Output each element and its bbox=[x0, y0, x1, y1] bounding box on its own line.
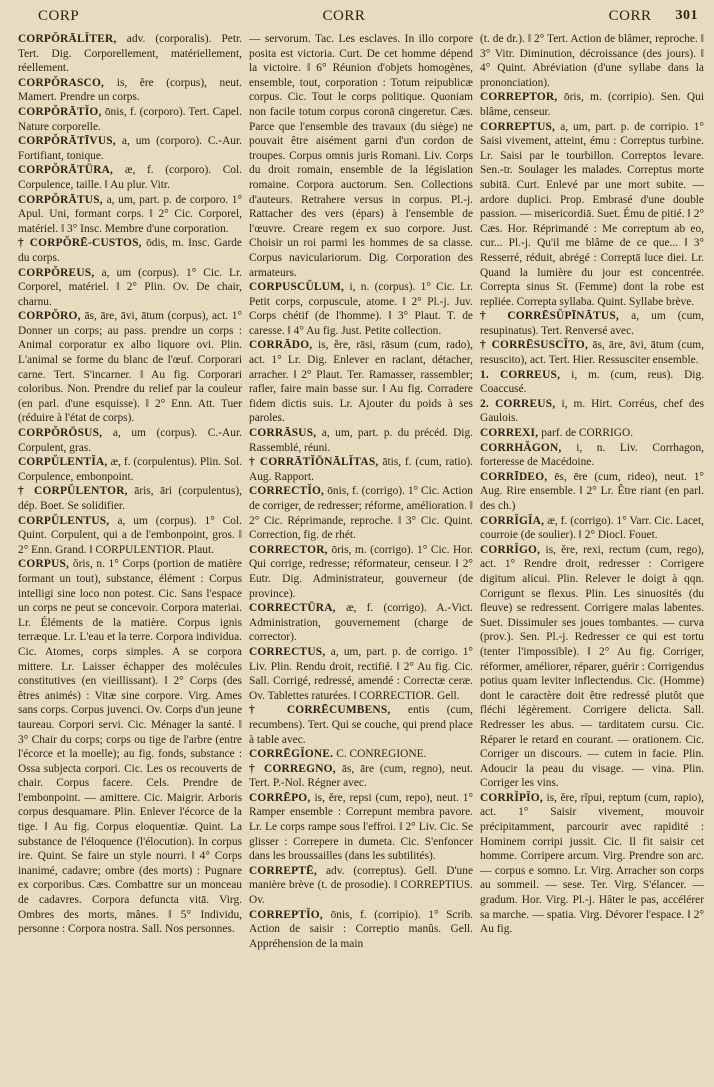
entry-headword: CORREXI, bbox=[480, 427, 542, 440]
entry-definition: adv. (correptus). Gell. D'une manière brève (t. de prosodie). ‖ CORREPTIUS. Ov. bbox=[249, 864, 473, 907]
entry-headword: CORRECTOR, bbox=[249, 543, 332, 556]
entry-headword: † CORPŎRĒ-CUSTOS, bbox=[18, 237, 147, 250]
dictionary-entry bbox=[18, 309, 242, 426]
dictionary-entry bbox=[480, 514, 704, 543]
entry-definition: is, ĕre (corpus), neut. Mamert. Prendre un corps. bbox=[18, 76, 242, 104]
dictionary-entry bbox=[18, 236, 242, 265]
entry-definition: ōris, m. (corrigo). 1° Cic. Hor. Qui corrige, redresse; réformateur, censeur. ‖ 2° Eutr. Dig. Administrateur, gouverneur (de province). bbox=[249, 543, 473, 600]
entry-headword: CORREPTOR, bbox=[480, 91, 564, 104]
entry-headword: † CORRĒSUSCĬTO, bbox=[480, 339, 593, 352]
dictionary-entry bbox=[480, 90, 704, 119]
dictionary-entry bbox=[18, 193, 242, 237]
running-header bbox=[18, 8, 704, 32]
entry-definition: ās, āre, āvi, ātum (corpus), act. 1° Donner un corps; au pass. prendre un corps : Animal corporatur ex albo liquore ovi. Plin. L'animal se forme du blanc de l'œuf. Corporari carne. Tert. S'incarner. ‖ Au fig. Corporari coloribus. Non. Prendre du relief par la couleur (en parl. d'une esquisse). ‖ 2° Enn. Att. Tuer (réduire à l'état de corps). bbox=[18, 310, 242, 425]
entry-definition: ās, āre (cum, regno), neut. Tert. P.-Nol. Régner avec. bbox=[249, 762, 473, 790]
dictionary-entry bbox=[249, 455, 473, 484]
entry-definition: a, um (corporo). C.-Aur. Fortifiant, tonique. bbox=[18, 135, 242, 162]
entry-headword: CORREPTĒ, bbox=[249, 864, 326, 877]
header-left: CORP bbox=[38, 8, 80, 24]
entry-headword: CORPŎRĀTĪVUS, bbox=[18, 135, 122, 148]
entry-definition: i, m. Hirt. Corréus, chef des Gaulois. bbox=[480, 397, 704, 425]
dictionary-entry bbox=[249, 747, 473, 762]
entry-definition: ōris, m. (corripio). Sen. Qui blâme, censeur. bbox=[480, 91, 704, 118]
dictionary-entry bbox=[18, 455, 242, 484]
entry-headword: † CORRĀTĬŌNĀLĬTAS, bbox=[249, 456, 383, 469]
entry-definition: a, um (corpus). 1° Col. Quint. Corpulent, qui a de l'embonpoint, gros. ‖ 2° Enn. Grand. ‖ CORPULENTIOR. Plaut. bbox=[18, 514, 242, 556]
column-2 bbox=[249, 32, 473, 1082]
header-right: CORR bbox=[608, 8, 652, 24]
dictionary-entry bbox=[480, 426, 704, 441]
dictionary-entry bbox=[18, 557, 242, 936]
entry-definition: ōdis, m. Insc. Garde du corps. bbox=[18, 237, 242, 264]
entry-definition: i, n. Liv. Corrhagon, forteresse de Macédoine. bbox=[480, 441, 704, 469]
dictionary-entry bbox=[18, 484, 242, 513]
entry-headword: CORRĪDEO, bbox=[480, 470, 555, 483]
entry-definition: æ, f. (corporo). Col. Corpulence, taille. ‖ Au plur. Vitr. bbox=[18, 164, 242, 191]
entry-headword: CORPŬLENTUS, bbox=[18, 514, 118, 527]
dictionary-entry bbox=[18, 163, 242, 192]
entry-definition: i, n. (corpus). 1° Cic. Lr. Petit corps, corpuscule, atome. ‖ 2° Pl.-j. Juv. Corps chétif (de l'homme). ‖ 3° Plaut. T. de caresse. ‖ 4° Au fig. Just. Petite collection. bbox=[249, 281, 473, 337]
dictionary-entry bbox=[249, 32, 473, 280]
dictionary-entry bbox=[18, 266, 242, 310]
dictionary-entry bbox=[480, 543, 704, 791]
entry-headword: CORRECTĬO, bbox=[249, 485, 328, 498]
entry-headword: CORPŬLENTĬA, bbox=[18, 456, 111, 469]
entry-definition: æ, f. (corrigo). A.-Vict. Administration, gouvernement (charge de corrector). bbox=[249, 602, 473, 644]
entry-definition: is, ĕre, rexi, rectum (cum, rego), act. 1° Rendre droit, redresser : Corrigere digitum alicui. Plin. Relever le doigt à qqn. Corrigunt se flexus. Plin. Les sinuosités (du fleuve) se redressent. Corrigere malas labentes. Suet. Dissimuler ses joues tombantes. — curva (prov.). Sen. Pl.-j. Redresser ce qui est tortu (tenter l'impossible). ‖ 2° Au fig. Corriger, réformer, améliorer, réparer, guérir : Corrigendus potius quam leviter inflectendus. Cic. (Homme) dont le caractère doit être redressé plutôt que fléchi légèrement. Corrigere delicta. Sall. Redresser les abus. — tarditatem cursu. Cic. Réparer le retard en courant. — orationem. Cic. Corriger un discours. — cutem in facie. Plin. Adoucir la peau du visage. — vina. Plin. Corriger les vins. bbox=[480, 543, 704, 790]
entry-headword: CORRĀSUS, bbox=[249, 427, 322, 440]
entry-headword: CORRĬGĬA, bbox=[480, 514, 548, 527]
entry-definition: a, um (corpus). C.-Aur. Corpulent, gras. bbox=[18, 427, 242, 454]
entry-definition: a, um (cum, resupinatus). Tert. Renversé avec. bbox=[480, 310, 704, 337]
entry-headword: CORRĀDO, bbox=[249, 339, 319, 352]
entry-headword: CORREPTUS, bbox=[480, 120, 561, 133]
dictionary-entry bbox=[18, 76, 242, 105]
entry-headword: CORPUSCŬLUM, bbox=[249, 281, 350, 294]
dictionary-entry bbox=[18, 514, 242, 558]
entry-headword: CORRHĂGON, bbox=[480, 441, 577, 454]
entry-definition: ōnis, f. (corrigo). 1° Cic. Action de corriger, de redresser; réforme, amélioration. ‖ 2° Cic. Réprimande, reproche. ‖ 3° Cic. Quint. Correction, fig. de rhét. bbox=[249, 485, 473, 542]
entry-definition: entis (cum, recumbens). Tert. Qui se couche, qui prend place à table avec. bbox=[249, 704, 473, 746]
dictionary-entry bbox=[249, 908, 473, 952]
entry-definition: āris, āri (corpulentus), dép. Boet. Se solidifier. bbox=[18, 485, 242, 512]
entry-definition: ōnis, f. (corripio). 1° Scrib. Action de saisir : Correptio manûs. Gell. Appréhension de la main bbox=[249, 908, 473, 950]
dictionary-entry bbox=[18, 105, 242, 134]
dictionary-entry bbox=[480, 368, 704, 397]
entry-headword: CORPŎRŌSUS, bbox=[18, 427, 113, 440]
entry-headword: CORRĒPO, bbox=[249, 791, 315, 804]
entry-definition: i, m. (cum, reus). Dig. Coaccusé. bbox=[480, 368, 704, 396]
entry-definition: a, um, part. p. du précéd. Dig. Rassemblé, réuni. bbox=[249, 427, 473, 454]
entry-headword: † CORPŬLENTOR, bbox=[18, 485, 135, 498]
entry-definition: a, um, part. p. de corrigo. 1° Liv. Plin. Rendu droit, rectifié. ‖ 2° Au fig. Cic. Sall. Corrigé, redressé, amendé : Correctæ ceræ. Ov. Tablettes raturées. ‖ CORRECTIOR. Gell. bbox=[249, 645, 473, 702]
dictionary-entry bbox=[249, 280, 473, 338]
entry-headword: CORREPTĬO, bbox=[249, 908, 331, 921]
entry-headword: CORPŎRASCO, bbox=[18, 76, 117, 89]
entry-definition: C. CONREGIONE. bbox=[336, 748, 427, 761]
entry-definition: is, ĕre, rĭpui, reptum (cum, rapio), act. 1° Saisir vivement, mouvoir précipitamment, parcourir avec rapidité : Hominem corripi jussit. Cic. Il fit saisir cet homme. Corripere arcum. Virg. Prendre son arc. — corpus e somno. Lr. Virg. Arracher son corps au sommeil. — sese. Ter. Virg. S'élancer. — gradum. Hor. Virg. Pl.-j. Hâter le pas, accélérer sa marche. — spatia. Virg. Dévorer l'espace. ‖ 2° Au fig. bbox=[480, 791, 704, 936]
entry-definition: is, ĕre, repsi (cum, repo), neut. 1° Ramper ensemble : Correpunt membra pavore. Lr. Le corps rampe sous l'effroi. ‖ 2° Liv. Cic. Se glisser : Correpere in dumeta. Cic. S'enfoncer dans les broussailles (dans les subtilités). bbox=[249, 791, 473, 863]
entry-definition: a, um (corpus). 1° Cic. Lr. Corporel, matériel. ‖ 2° Plin. Ov. De chair, charnu. bbox=[18, 266, 242, 308]
entry-definition: is, ĕre, rāsi, rāsum (cum, rado), act. 1° Lr. Dig. Enlever en raclant, détacher, arracher. ‖ 2° Plaut. Ter. Ramasser, rassembler; rafler, faire main basse sur. ‖ Au fig. Corradere fidem dictis suis. Lr. Ajouter du poids à ses paroles. bbox=[249, 339, 473, 425]
text-columns bbox=[18, 32, 704, 1082]
dictionary-entry bbox=[480, 338, 704, 367]
entry-definition: a, um, part. p. de corripio. 1° Saisi vivement, atteint, ému : Correptus turbine. Lr. Saisi par le tourbillon. Correptos levare. Sen.-tr. Soulager les malades. Correptus morte subitā. Curt. Enlevé par une mort subite. — ardore duplici. Prop. Embrasé d'une double passion. — misericordiā. Suet. Ému de pitié. ‖ 2° Cæs. Hor. Réprimandé : Me correptum ab eo, cur... Pl.-j. Qu'il me blâme de ce que... ‖ 3° Resserré, réduit, abrégé : Correptā luce diei. Lr. Quand la lumière du jour est concentrée. Correpta sinus St. (Femme) dont la robe est repliée. Correpta syllaba. Quint. Syllabe brève. bbox=[480, 120, 704, 308]
entry-headword: CORRĬPĬO, bbox=[480, 791, 547, 804]
dictionary-entry bbox=[249, 791, 473, 864]
page-number: 301 bbox=[675, 8, 698, 23]
dictionary-entry bbox=[480, 470, 704, 514]
entry-definition: æ, f. (corpulentus). Plin. Sol. Corpulence, embonpoint. bbox=[18, 456, 242, 483]
entry-headword: CORPŎRO, bbox=[18, 310, 85, 323]
dictionary-entry bbox=[480, 309, 704, 338]
dictionary-entry bbox=[249, 338, 473, 426]
entry-headword: CORPŎRĀTĬO, bbox=[18, 105, 105, 118]
entry-headword: CORPŎRĀLĬTER, bbox=[18, 33, 127, 45]
dictionary-entry bbox=[249, 645, 473, 703]
entry-definition: (t. de dr.). ‖ 2° Tert. Action de blâmer, reproche. ‖ 3° Vitr. Diminution, décroissance (des jours). ‖ 4° Quint. Abréviation (d'une syllabe dans la prononciation). bbox=[480, 33, 704, 89]
entry-headword: 1. CORREUS, bbox=[480, 368, 572, 381]
dictionary-entry bbox=[18, 32, 242, 76]
dictionary-entry bbox=[480, 120, 704, 310]
entry-definition: ās, āre, āvi, ātum (cum, resuscito), act. Tert. Hier. Ressusciter ensemble. bbox=[480, 339, 704, 367]
entry-headword: † CORRĒCUMBENS, bbox=[249, 704, 408, 717]
entry-definition: ŏris, n. 1° Corps (portion de matière formant un tout), substance, élément : Corpus intelligi sine loco non potest. Cic. Sans l'espace un corps ne peut se concevoir. Corpora materiai. Lr. Éléments de la matière. Corpus ignis terræque. Lr. L'eau et la terre. Corpora individua. Cic. Atomes, corps simples. A se corpora mittere. Lr. Laisser échapper des molécules constitutives (en vieillissant). ‖ 2° Corps (des êtres animés) : Vitæ sine corpore. Virg. Ames sans corps. Corpus juvenci. Ov. Corps d'un jeune taureau. Corpori servi. Cic. Ménager la santé. ‖ 3° Chair du corps; corps ou tige de l'arbre (entre l'écorce et la moelle); au fig. fonds, substance : Ossa subjecta corpori. Cic. Les os recouverts de chair. Corpus facere. Cels. Prendre de l'embonpoint. — amittere. Cic. Maigrir. Arboris corpus desquamare. Plin. Enlever l'écorce de la tige. ‖ Au fig. Corpus eloquentiæ. Quint. La substance de l'éloquence (l'élocution). In corpus ire. Quint. Se faire un style nourri. ‖ 4° Corps inanimé, cadavre; ombre (des morts) : Pugnare ex corporibus. Cæs. Combattre sur un monceau de cadavres. Corpora defuncta vitā. Virg. Ombres des morts, mânes. ‖ 5° Individu, personne : Corpora nostra. Sall. Nos personnes. bbox=[18, 558, 242, 936]
entry-definition: æ, f. (corrigo). 1° Varr. Cic. Lacet, courroie (de soulier). ‖ 2° Diocl. Fouet. bbox=[480, 514, 704, 542]
entry-headword: CORRECTUS, bbox=[249, 645, 331, 658]
dictionary-entry bbox=[18, 134, 242, 163]
entry-definition: ōnis, f. (corporo). Tert. Capel. Nature corporelle. bbox=[18, 105, 242, 133]
dictionary-entry bbox=[249, 762, 473, 791]
entry-headword: CORRECTŪRA, bbox=[249, 602, 347, 615]
column-3 bbox=[480, 32, 704, 1082]
dictionary-entry bbox=[249, 703, 473, 747]
dictionary-entry bbox=[249, 426, 473, 455]
entry-headword: CORPUS, bbox=[18, 558, 73, 571]
header-center: CORR bbox=[322, 8, 366, 24]
entry-headword: † CORREGNO, bbox=[249, 762, 342, 775]
column-1 bbox=[18, 32, 242, 1082]
entry-definition: adv. (corporalis). Petr. Tert. Dig. Corporellement, matériellement, réellement. bbox=[18, 33, 242, 75]
entry-definition: — servorum. Tac. Les esclaves. In illo corpore posita est victoria. Curt. De cet homme dépend la victoire. ‖ 6° Réunion d'objets homogènes, ensemble, tout, corporation : Totum reipublicæ corpus. Cic. Tout le corps politique. Quoniam non facile totum corpus coronā cingeretur. Cæs. Parce que l'ensemble des travaux (du siège) ne pouvait être aisément garni d'un cordon de troupes. Corpus omnis juris Romani. Liv. Corps du droit romain, ensemble de la législation romaine. Corpora auctorum. Sen. Collections d'auteurs. Retrahere versus in corpus. Pl.-j. Rattacher des vers (épars) à l'ensemble de l'œuvre. Creare regem ex suo corpore. Just. Choisir un roi parmi les hommes de sa classe. Corpus naviculariorum. Dig. Corporation des armateurs. bbox=[249, 33, 473, 279]
entry-headword: † CORRĒSŬPĪNĀTUS, bbox=[480, 310, 632, 323]
dictionary-entry bbox=[249, 484, 473, 542]
entry-definition: a, um, part. p. de corporo. 1° Apul. Uni, formant corps. ‖ 2° Cic. Corporel, matériel. ‖ 3° Insc. Membre d'une corporation. bbox=[18, 193, 242, 235]
entry-headword: CORRĬGO, bbox=[480, 543, 546, 556]
dictionary-entry bbox=[480, 397, 704, 426]
dictionary-entry bbox=[249, 543, 473, 601]
entry-headword: CORPŎRĀTŪRA, bbox=[18, 164, 125, 177]
entry-headword: 2. CORREUS, bbox=[480, 397, 562, 410]
entry-headword: CORPŎREUS, bbox=[18, 266, 102, 279]
entry-definition: ēs, ēre (cum, rideo), neut. 1° Aug. Rire ensemble. ‖ 2° Lr. Être riant (en parl. des ch.) bbox=[480, 470, 704, 512]
dictionary-entry bbox=[480, 791, 704, 937]
dictionary-entry bbox=[249, 601, 473, 645]
entry-definition: ātis, f. (cum, ratio). Aug. Rapport. bbox=[249, 456, 473, 483]
dictionary-entry bbox=[480, 441, 704, 470]
dictionary-entry bbox=[18, 426, 242, 455]
entry-headword: CORRĒGĬONE. bbox=[249, 748, 337, 761]
entry-headword: CORPŎRĀTUS, bbox=[18, 193, 107, 206]
entry-definition: parf. de CORRIGO. bbox=[541, 427, 634, 440]
dictionary-entry bbox=[249, 864, 473, 908]
dictionary-entry bbox=[480, 32, 704, 90]
